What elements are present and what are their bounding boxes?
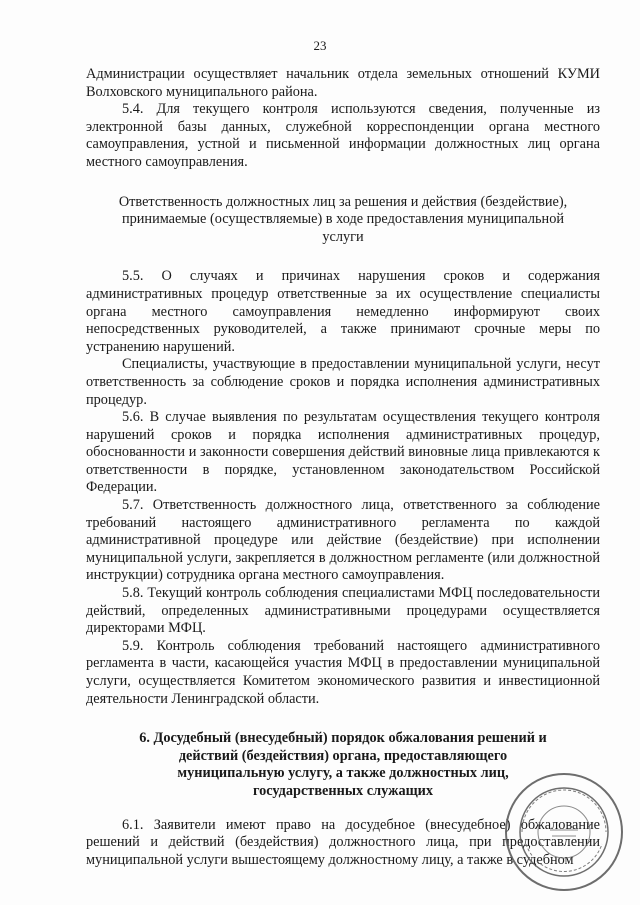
paragraph-continuation: Администрации осуществляет начальник отдела земельных отношений КУМИ Волховского муниципального района.: [86, 66, 600, 100]
page-number: 23: [313, 38, 327, 53]
official-seal-stamp: [502, 770, 626, 894]
chapter-heading-6: 6. Досудебный (внесудебный) порядок обжалования решений и действий (бездействия) органа, предоставляющего муниципальную услугу, а также должностных лиц, государственных служащих: [139, 730, 547, 799]
document-body: [86, 66, 600, 869]
paragraph-6-1: 6.1. Заявители имеют право на досудебное (внесудебное) обжалование решений и действий (бездействия) должностного лица, при предоставлении муниципальной услуги вышестоящему должностному лицу, а также в судебном: [86, 816, 600, 868]
paragraph-5-6: 5.6. В случае выявления по результатам осуществления текущего контроля нарушений сроков и порядка исполнения административных процедур, обоснованности и законности совершения действий виновные лица привлекаются к ответственности в порядке, установленном законодательством Российской Федерации.: [86, 409, 600, 496]
paragraph-5-7: 5.7. Ответственность должностного лица, ответственного за соблюдение требований настоящего административного регламента по каждой административной процедуре или действие (бездействие) при исполнении муниципальной услуги, закрепляется в должностном регламенте (или должностной инструкции) сотрудника органа местного самоуправления.: [86, 497, 600, 584]
paragraph-5-5: 5.5. О случаях и причинах нарушения сроков и содержания административных процедур ответственные за их осуществление специалисты органа местного самоуправления немедленно информируют своих непосредственных руководителей, а также принимают срочные меры по устранению нарушений.: [86, 268, 600, 355]
paragraph-5-4: 5.4. Для текущего контроля используются сведения, полученные из электронной базы данных, служебной корреспонденции органа местного самоуправления, устной и письменной информации должностных лиц органа местного самоуправления.: [86, 101, 600, 170]
paragraph-specialists: Специалисты, участвующие в предоставлении муниципальной услуги, несут ответственность за соблюдение сроков и порядка исполнения административных процедур.: [86, 356, 600, 408]
paragraph-5-8: 5.8. Текущий контроль соблюдения специалистами МФЦ последовательности действий, определенных административными процедурами осуществляется директорами МФЦ.: [86, 585, 600, 637]
paragraph-5-9: 5.9. Контроль соблюдения требований настоящего административного регламента в части, касающейся участия МФЦ в предоставлении муниципальной услуги, осуществляется Комитетом экономического развития и инвестиционной деятельности Ленинградской области.: [86, 637, 600, 707]
section-heading-responsibility: Ответственность должностных лиц за решения и действия (бездействие), принимаемые (осуществляемые) в ходе предоставления муниципальной услуги: [118, 193, 568, 245]
